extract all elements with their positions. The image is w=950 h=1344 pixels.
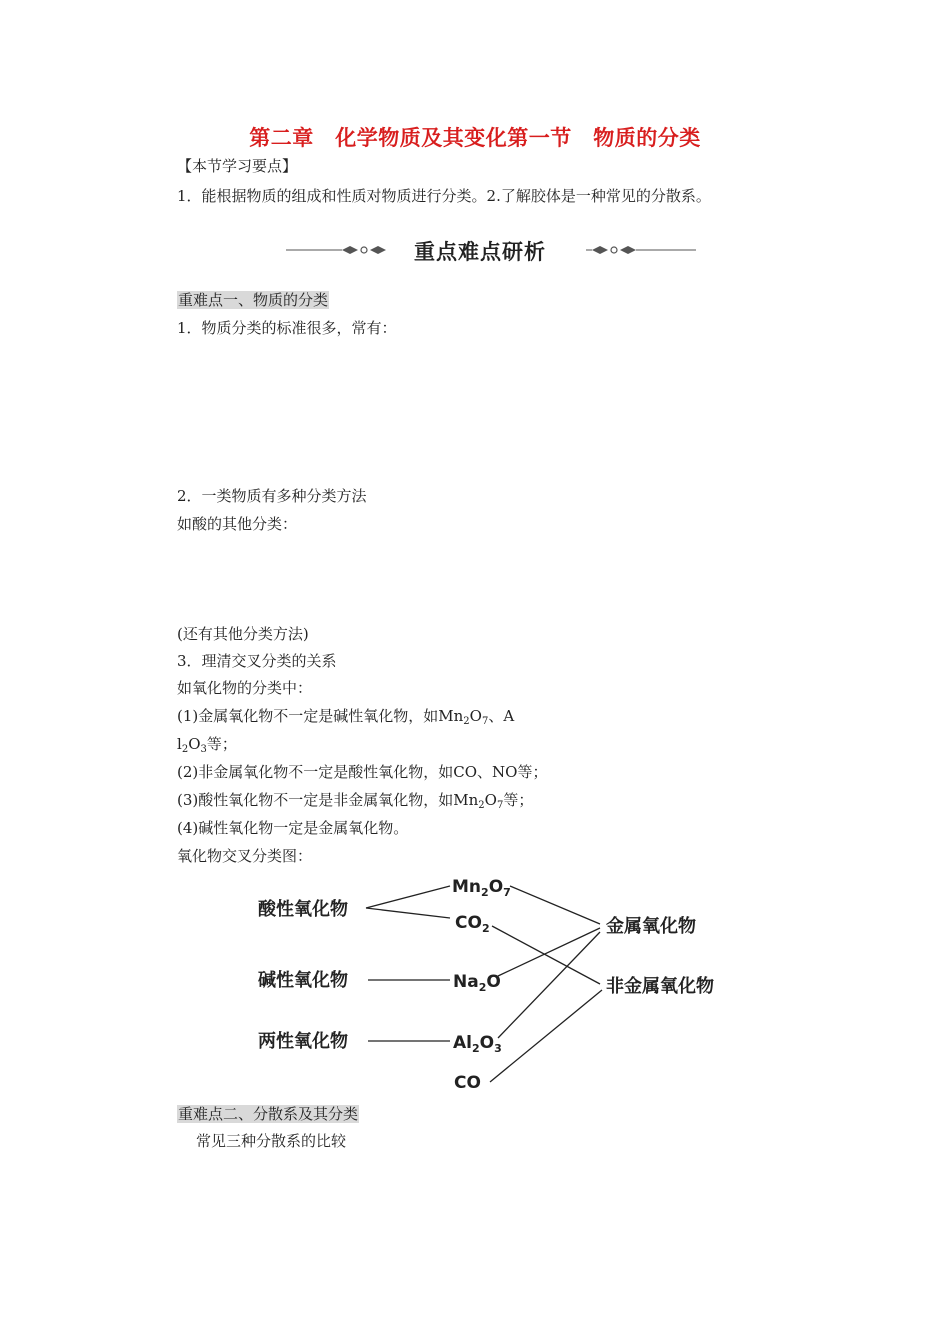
line-mn2o7-metal <box>510 886 600 924</box>
s1-paragraph-2: 2．一类物质有多种分类方法 <box>177 487 367 505</box>
formula-na2o: $Na_2O$ <box>453 972 501 994</box>
line-acidic-co2 <box>366 908 450 918</box>
section1-heading: 重难点一、物质的分类 <box>178 291 329 309</box>
s1-paragraph-5: 3．理清交叉分类的关系 <box>177 652 337 670</box>
s1-item-4: (4)碱性氧化物一定是金属氧化物。 <box>177 819 409 837</box>
s2-paragraph-1: 常见三种分散系的比较 <box>196 1132 347 1150</box>
section2-heading: 重难点二、分散系及其分类 <box>178 1105 359 1123</box>
line-na2o-metal <box>498 928 600 976</box>
left-label-amphoteric: 两性氧化物 <box>258 1031 348 1052</box>
s1-paragraph-6: 如氧化物的分类中： <box>177 679 313 697</box>
s1-paragraph-4: (还有其他分类方法) <box>177 625 309 643</box>
right-label-metal-oxide: 金属氧化物 <box>606 916 696 937</box>
section-banner <box>286 232 696 268</box>
s1-paragraph-3: 如酸的其他分类： <box>177 515 298 533</box>
left-label-acidic: 酸性氧化物 <box>258 899 348 920</box>
s1-item-1-continued: $l_2O_3$等； <box>177 735 237 755</box>
key-points-text: 1．能根据物质的组成和性质对物质进行分类。2.了解胶体是一种常见的分散系。 <box>177 187 711 205</box>
s1-item-2: (2)非金属氧化物不一定是酸性氧化物，如CO、NO等； <box>177 763 548 781</box>
s1-item-3: (3)酸性氧化物不一定是非金属氧化物，如$Mn_2O_7$等； <box>177 791 534 811</box>
line-co-nonmetal <box>490 990 602 1082</box>
formula-mn2o7: $Mn_2O_7$ <box>452 877 511 899</box>
line-co2-nonmetal <box>492 926 600 984</box>
banner-title: 重点难点研析 <box>414 240 546 264</box>
formula-co: CO <box>454 1073 481 1093</box>
left-label-basic: 碱性氧化物 <box>258 970 348 991</box>
line-acidic-mn2o7 <box>366 886 450 908</box>
line-al2o3-metal <box>498 932 600 1038</box>
page-title: 第二章 化学物质及其变化第一节 物质的分类 <box>249 125 701 150</box>
formula-al2o3: $Al_2O_3$ <box>453 1033 502 1055</box>
s1-diagram-caption: 氧化物交叉分类图： <box>177 847 313 865</box>
formula-co2: $CO_2$ <box>455 913 490 935</box>
oxide-cross-classification-diagram <box>250 868 750 1096</box>
right-label-nonmetal-oxide: 非金属氧化物 <box>606 976 714 997</box>
s1-paragraph-1: 1．物质分类的标准很多，常有： <box>177 319 397 337</box>
s1-item-1: (1)金属氧化物不一定是碱性氧化物，如$Mn_2O_7$、A <box>177 707 515 727</box>
key-points-heading: 【本节学习要点】 <box>177 157 298 175</box>
